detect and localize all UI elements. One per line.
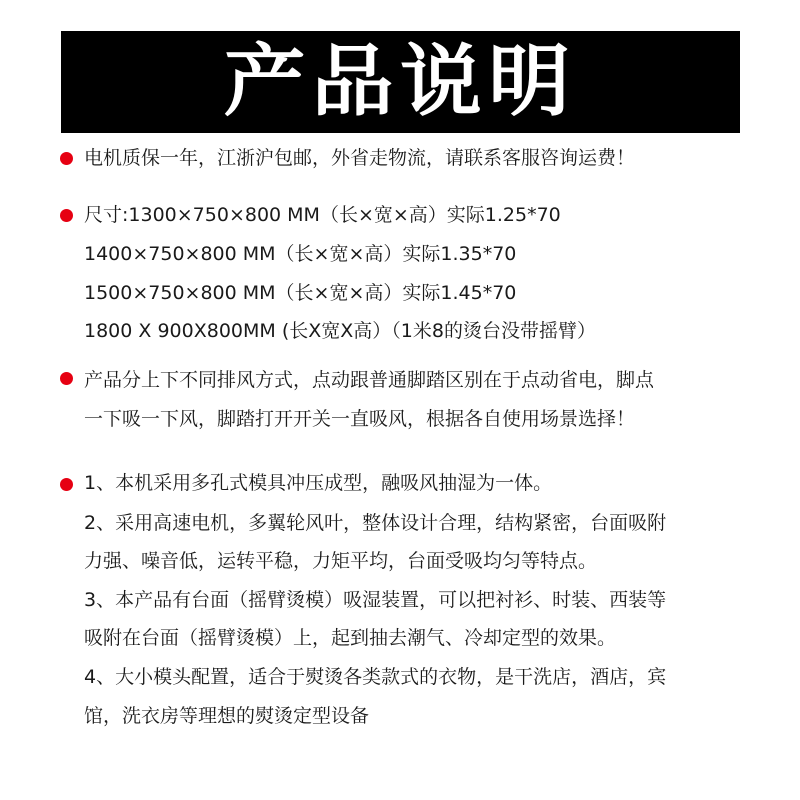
red-dot-icon xyxy=(60,152,73,165)
feature-line: 吸附在台面（摇臂烫模）上，起到抽去潮气、冷却定型的效果。 xyxy=(84,627,617,649)
feature-line: 力强、噪音低，运转平稳，力矩平均，台面受吸均匀等特点。 xyxy=(84,550,598,572)
feature-line: 3、本产品有台面（摇臂烫模）吸湿装置，可以把衬衫、时装、西装等 xyxy=(84,589,667,611)
warranty-text: 电机质保一年，江浙沪包邮，外省走物流，请联系客服咨询运费！ xyxy=(84,147,636,169)
red-dot-icon xyxy=(60,372,73,385)
size-line: 1500×750×800 MM（长×宽×高）实际1.45*70 xyxy=(84,282,517,304)
red-dot-icon xyxy=(60,478,73,491)
size-line: 1800 X 900X800MM (长X宽X高）（1米8的烫台没带摇臂） xyxy=(84,320,596,342)
feature-line: 2、采用高速电机，多翼轮风叶，整体设计合理，结构紧密，台面吸附 xyxy=(84,512,667,534)
feature-line: 馆，洗衣房等理想的熨烫定型设备 xyxy=(84,705,370,727)
fan-mode-line: 产品分上下不同排风方式，点动跟普通脚踏区别在于点动省电，脚点 xyxy=(84,369,655,391)
size-line: 尺寸:1300×750×800 MM（长×宽×高）实际1.25*70 xyxy=(84,204,561,226)
size-line: 1400×750×800 MM（长×宽×高）实际1.35*70 xyxy=(84,243,517,265)
title-banner xyxy=(61,31,740,133)
feature-line: 4、大小模头配置，适合于熨烫各类款式的衣物，是干洗店，酒店，宾 xyxy=(84,666,667,688)
red-dot-icon xyxy=(60,209,73,222)
feature-line: 1、本机采用多孔式模具冲压成型，融吸风抽湿为一体。 xyxy=(84,472,553,494)
fan-mode-line: 一下吸一下风，脚踏打开开关一直吸风，根据各自使用场景选择！ xyxy=(84,408,636,430)
page-title: 产品说明 xyxy=(224,37,577,127)
